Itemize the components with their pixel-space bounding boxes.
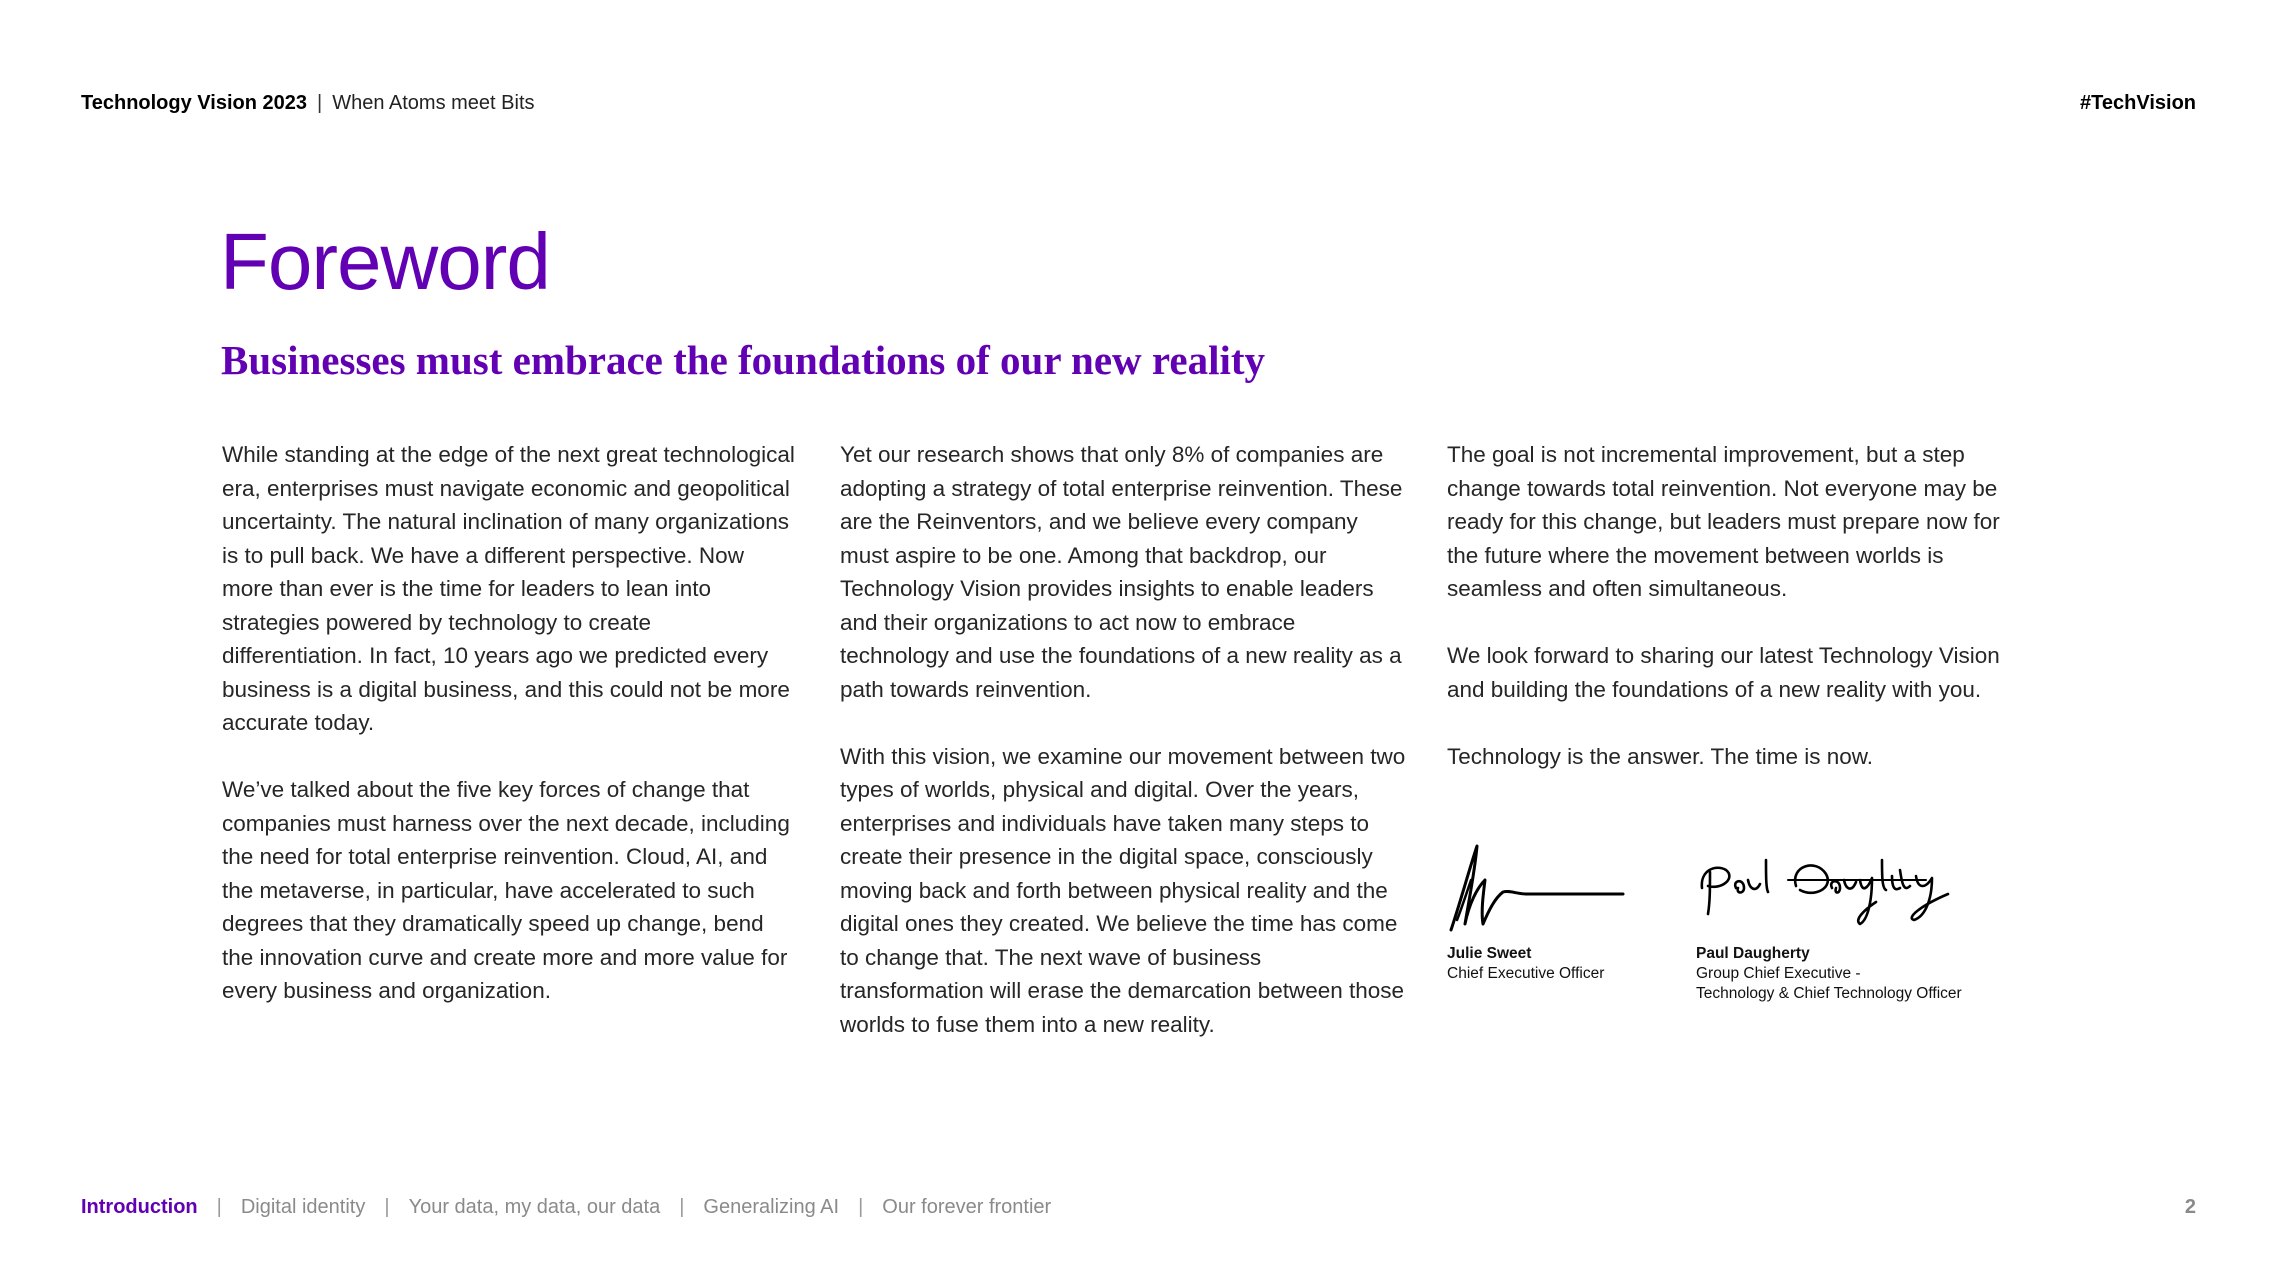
- header-separator: |: [317, 91, 323, 114]
- nav-link-introduction[interactable]: Introduction: [81, 1196, 198, 1218]
- handwritten-signature-paul-daugherty: [1696, 840, 1956, 938]
- page-title: Foreword: [220, 217, 550, 306]
- publication-title: Technology Vision 2023: [81, 91, 307, 114]
- section-navigation: [81, 1196, 1051, 1219]
- nav-separator: |: [384, 1196, 390, 1218]
- paragraph: The goal is not incremental improvement, but a step change towards total reinvention. Not everyone may be ready for this change, but leaders must prepare now for the future where the movement between worlds is seamless and often simultaneous.: [1447, 442, 2000, 601]
- nav-separator: |: [216, 1196, 222, 1218]
- signatory-role: Chief Executive Officer: [1447, 965, 1605, 982]
- nav-separator: |: [858, 1196, 864, 1218]
- page-number: 2: [2184, 1196, 2196, 1218]
- hashtag: #TechVision: [2080, 91, 2196, 114]
- body-column-1: [222, 438, 797, 1041]
- body-column-3: [1447, 438, 2017, 807]
- nav-separator: |: [679, 1196, 685, 1218]
- handwritten-signature-julie-sweet: [1447, 840, 1627, 938]
- paragraph: While standing at the edge of the next great technological era, enterprises must navigate economic and geopolitical uncertainty. The natural inclination of many organizations is to pull back. We have a different perspective. Now more than ever is the time for leaders to lean into strategies powered by technology to create differentiation. In fact, 10 years ago we predicted every business is a digital business, and this could not be more accurate today.: [222, 442, 795, 735]
- signatory-name: Paul Daugherty: [1696, 945, 1810, 962]
- signatory-role-line-1: Group Chief Executive -: [1696, 965, 1861, 982]
- signature-block-julie-sweet: [1447, 840, 1667, 984]
- paragraph: We look forward to sharing our latest Technology Vision and building the foundations of a new reality with you.: [1447, 643, 2000, 702]
- paragraph: We’ve talked about the five key forces of change that companies must harness over the next decade, including the need for total enterprise reinvention. Cloud, AI, and the metaverse, in particular, have accelerated to such degrees that they dramatically speed up change, bend the innovation curve and create more and more value for every business and organization.: [222, 777, 790, 1003]
- header-left: [81, 92, 535, 115]
- paragraph: Technology is the answer. The time is now.: [1447, 743, 1874, 769]
- page-header: [81, 88, 2196, 118]
- nav-link-our-forever-frontier[interactable]: Our forever frontier: [882, 1196, 1052, 1218]
- publication-subtitle: When Atoms meet Bits: [332, 91, 535, 114]
- signatures: [1447, 840, 2047, 1010]
- body-column-2: [840, 438, 1410, 1075]
- nav-link-digital-identity[interactable]: Digital identity: [240, 1196, 366, 1218]
- signatory-role-line-2: Technology & Chief Technology Officer: [1696, 985, 1962, 1002]
- paragraph: With this vision, we examine our movement between two types of worlds, physical and digital. Over the years, enterprises and individuals have taken many steps to create their presence in the digital space, consciously moving back and forth between physical reality and the digital ones they created. We believe the time has come to change that. The next wave of business transformation will erase the demarcation between those worlds to fuse them into a new reality.: [840, 743, 1406, 1037]
- signature-block-paul-daugherty: [1696, 840, 2036, 1004]
- page-subtitle: Businesses must embrace the foundations of our new reality: [221, 337, 1265, 383]
- signatory-name: Julie Sweet: [1447, 945, 1532, 962]
- nav-link-generalizing-ai[interactable]: Generalizing AI: [703, 1196, 840, 1218]
- nav-link-your-data[interactable]: Your data, my data, our data: [408, 1196, 661, 1218]
- paragraph: Yet our research shows that only 8% of companies are adopting a strategy of total enterprise reinvention. These are the Reinventors, and we believe every company must aspire to be one. Among that backdrop, our Technology Vision provides insights to enable leaders and their organizations to act now to embrace technology and use the foundations of a new reality as a path towards reinvention.: [840, 442, 1403, 702]
